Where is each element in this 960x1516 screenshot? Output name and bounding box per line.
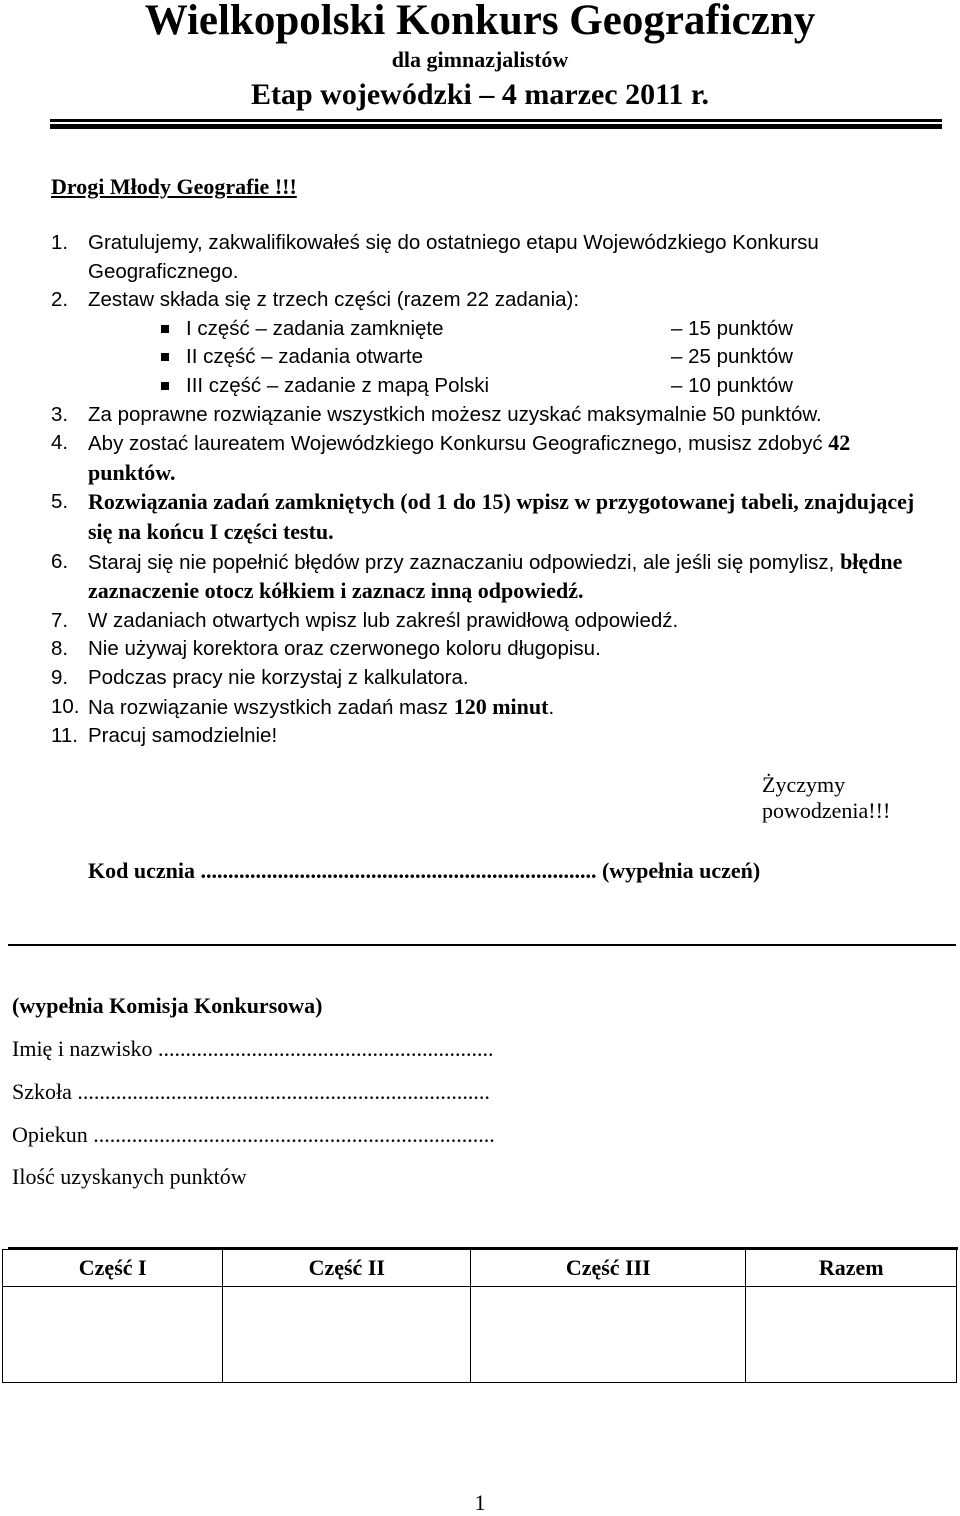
stage-heading: Etap wojewódzki – 4 marzec 2011 r. bbox=[251, 78, 709, 111]
part-points: – 15 punktów bbox=[671, 316, 793, 340]
item-number: 2. bbox=[51, 288, 69, 312]
supervisor-field: Opiekun ......................................................................... bbox=[12, 1122, 495, 1147]
points-label: Ilość uzyskanych punktów bbox=[12, 1164, 247, 1189]
part-label: III część – zadanie z mapą Polski bbox=[186, 373, 490, 397]
part-label: II część – zadania otwarte bbox=[186, 345, 424, 369]
name-field: Imię i nazwisko ............................................................. bbox=[12, 1036, 494, 1061]
item-number: 10. bbox=[51, 694, 80, 718]
square-bullet-icon bbox=[161, 353, 169, 361]
greeting: Drogi Młody Geografie !!! bbox=[51, 174, 297, 199]
item-number: 8. bbox=[51, 637, 69, 661]
student-code-field: Kod ucznia ........................................................................ (wypełnia uczeń) bbox=[88, 858, 761, 883]
item-text: W zadaniach otwartych wpisz lub zakreśl prawidłową odpowiedź. bbox=[88, 608, 679, 632]
item-bold-text: 42 punktów. bbox=[88, 430, 851, 485]
instructions-list bbox=[51, 229, 941, 751]
list-item bbox=[51, 229, 941, 286]
good-luck-text: Życzymy powodzenia!!! bbox=[762, 772, 891, 823]
part-row bbox=[51, 343, 941, 372]
item-bold-text: Rozwiązania zadań zamkniętych (od 1 do 15) wpisz w przygotowanej tabeli, znajdującej się na końcu I części testu. bbox=[88, 489, 915, 544]
list-item bbox=[51, 607, 941, 636]
part-row bbox=[51, 315, 941, 344]
item-number: 3. bbox=[51, 402, 69, 426]
list-item bbox=[51, 693, 941, 723]
school-field: Szkoła ........................................................................... bbox=[12, 1079, 490, 1104]
table-row bbox=[3, 1287, 957, 1383]
item-bold-text: 120 minut bbox=[453, 693, 549, 719]
list-item bbox=[51, 488, 941, 547]
item-text: Za poprawne rozwiązanie wszystkich możesz uzyskać maksymalnie 50 punktów. bbox=[88, 402, 822, 426]
header-rule-thick bbox=[50, 124, 942, 129]
item-text: Aby zostać laureatem Wojewódzkiego Konkursu Geograficznego, musisz zdobyć bbox=[88, 432, 823, 456]
square-bullet-icon bbox=[161, 382, 169, 390]
item-bold-text: błędne zaznaczenie otocz kółkiem i zaznacz inną odpowiedź. bbox=[88, 548, 903, 604]
item-text: Gratulujemy, zakwalifikowałeś się do ostatniego etapu Wojewódzkiego Konkursu Geograficznego. bbox=[88, 231, 819, 283]
table-header-cell: Razem bbox=[746, 1250, 957, 1287]
score-table bbox=[2, 1249, 957, 1383]
item-number: 5. bbox=[51, 490, 69, 514]
table-header-row bbox=[3, 1250, 957, 1287]
page-title: Wielkopolski Konkurs Geograficzny bbox=[144, 0, 816, 44]
list-item bbox=[51, 548, 941, 607]
list-item bbox=[51, 664, 941, 693]
item-number: 4. bbox=[51, 431, 69, 455]
score-cell bbox=[746, 1287, 957, 1383]
item-text: Pracuj samodzielnie! bbox=[88, 724, 278, 748]
page-subtitle: dla gimnazjalistów bbox=[391, 47, 569, 72]
item-number: 9. bbox=[51, 665, 69, 689]
score-cell bbox=[223, 1287, 471, 1383]
list-item bbox=[51, 722, 941, 751]
part-row bbox=[51, 372, 941, 401]
score-cell bbox=[471, 1287, 746, 1383]
item-text-suffix: . bbox=[548, 695, 555, 719]
list-item bbox=[51, 401, 941, 430]
item-text: Na rozwiązanie wszystkich zadań masz bbox=[88, 695, 449, 719]
commission-label: (wypełnia Komisja Konkursowa) bbox=[12, 993, 323, 1018]
list-item bbox=[51, 286, 941, 315]
square-bullet-icon bbox=[161, 325, 169, 333]
item-text: Nie używaj korektora oraz czerwonego koloru długopisu. bbox=[88, 637, 601, 661]
part-label: I część – zadania zamknięte bbox=[186, 316, 444, 340]
list-item bbox=[51, 429, 941, 488]
part-points: – 25 punktów bbox=[671, 345, 793, 369]
table-header-cell: Część III bbox=[471, 1250, 746, 1287]
item-number: 1. bbox=[51, 231, 69, 254]
table-header-cell: Część II bbox=[223, 1250, 471, 1287]
item-number: 6. bbox=[51, 549, 69, 573]
score-cell bbox=[3, 1287, 223, 1383]
item-number: 11. bbox=[51, 724, 78, 748]
item-number: 7. bbox=[51, 608, 69, 632]
header-rule-thin bbox=[50, 119, 942, 122]
item-text: Podczas pracy nie korzystaj z kalkulatora. bbox=[88, 665, 469, 689]
table-header-cell: Część I bbox=[3, 1250, 223, 1287]
page-number: 1 bbox=[474, 1490, 486, 1515]
section-divider bbox=[8, 944, 956, 946]
item-text: Zestaw składa się z trzech części (razem 22 zadania): bbox=[88, 288, 580, 312]
item-text: Staraj się nie popełnić błędów przy zaznaczaniu odpowiedzi, ale jeśli się pomylisz, bbox=[88, 550, 835, 574]
part-points: – 10 punktów bbox=[671, 373, 793, 397]
list-item bbox=[51, 635, 941, 664]
